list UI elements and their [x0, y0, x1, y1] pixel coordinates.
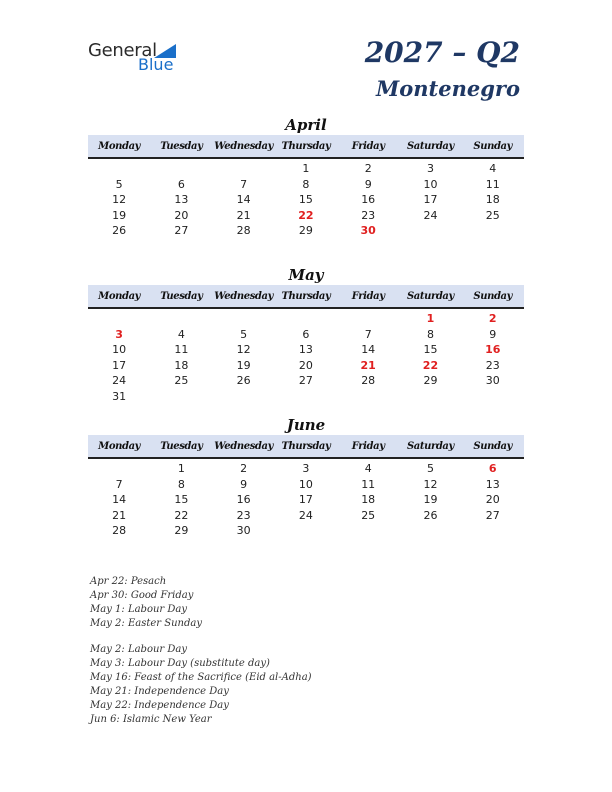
holiday-note: May 3: Labour Day (substitute day): [90, 658, 270, 669]
day-cell: 3: [302, 462, 310, 476]
day-cell: 20: [174, 208, 189, 222]
holiday-notes-group-1: [90, 575, 202, 631]
week-row: [88, 508, 524, 524]
weekday-label: Thursday: [281, 290, 331, 302]
weekday-header-row: [88, 135, 524, 159]
weekday-label: Monday: [98, 140, 141, 152]
day-cell: 17: [112, 358, 127, 372]
day-cell: 23: [361, 208, 376, 222]
holiday-note: May 2: Labour Day: [90, 644, 187, 655]
day-cell: 26: [236, 374, 251, 388]
weekday-label: Sunday: [473, 140, 513, 152]
day-cell: 30: [485, 374, 500, 388]
month-june: [88, 415, 524, 539]
day-cell: 15: [298, 193, 313, 207]
day-cell: 9: [489, 327, 497, 341]
week-row: [88, 373, 524, 389]
day-cell: 11: [174, 343, 189, 357]
day-cell: 27: [298, 374, 313, 388]
day-cell: 13: [174, 193, 189, 207]
day-cell: 6: [177, 177, 185, 191]
logo: [88, 40, 188, 76]
week-row: [88, 389, 524, 405]
day-cell: 21: [360, 358, 376, 372]
weekday-label: Friday: [351, 140, 385, 152]
weekday-label: Sunday: [473, 440, 513, 452]
holiday-note: May 16: Feast of the Sacrifice (Eid al-Adha): [90, 672, 312, 683]
holiday-note: May 21: Independence Day: [90, 686, 229, 697]
week-row: [88, 461, 524, 477]
day-cell: 24: [298, 508, 313, 522]
logo-general-text: General: [88, 40, 157, 61]
weekday-header-row: [88, 285, 524, 309]
weekday-label: Thursday: [281, 140, 331, 152]
day-cell: 19: [236, 358, 251, 372]
day-cell: 29: [298, 224, 313, 238]
day-cell: 8: [177, 477, 185, 491]
week-row: [88, 223, 524, 239]
day-cell: 17: [298, 493, 313, 507]
week-row: [88, 523, 524, 539]
week-row: [88, 492, 524, 508]
week-row: [88, 477, 524, 493]
day-cell: 12: [423, 477, 438, 491]
day-cell: 2: [240, 462, 248, 476]
day-cell: 23: [485, 358, 500, 372]
day-cell: 22: [174, 508, 189, 522]
day-cell: 8: [426, 327, 434, 341]
day-cell: 18: [485, 193, 500, 207]
day-cell: 9: [240, 477, 248, 491]
day-cell: 26: [423, 508, 438, 522]
holiday-notes-group-2: [90, 643, 312, 727]
week-row: [88, 161, 524, 177]
day-cell: 21: [112, 508, 127, 522]
day-cell: 25: [361, 508, 376, 522]
day-cell: 31: [112, 389, 127, 403]
day-cell: 15: [174, 493, 189, 507]
weekday-label: Friday: [351, 290, 385, 302]
week-row: [88, 208, 524, 224]
holiday-note: May 2: Easter Sunday: [90, 618, 202, 629]
day-cell: 25: [174, 374, 189, 388]
holiday-note: Jun 6: Islamic New Year: [90, 714, 212, 725]
day-cell: 30: [360, 224, 376, 238]
day-cell: 19: [112, 208, 127, 222]
day-cell: 5: [240, 327, 248, 341]
day-cell: 21: [236, 208, 251, 222]
day-cell: 3: [115, 327, 123, 341]
day-cell: 7: [115, 477, 123, 491]
day-cell: 1: [177, 462, 185, 476]
holiday-note: May 22: Independence Day: [90, 700, 229, 711]
weekday-label: Wednesday: [214, 440, 274, 452]
day-cell: 10: [112, 343, 127, 357]
day-cell: 12: [112, 193, 127, 207]
weekday-header-row: [88, 435, 524, 459]
week-row: [88, 192, 524, 208]
day-cell: 7: [240, 177, 248, 191]
day-cell: 4: [177, 327, 185, 341]
day-cell: 11: [361, 477, 376, 491]
day-cell: 20: [298, 358, 313, 372]
logo-blue-text: Blue: [138, 55, 174, 74]
day-cell: 11: [485, 177, 500, 191]
day-cell: 9: [364, 177, 372, 191]
weekday-label: Tuesday: [160, 290, 203, 302]
day-cell: 29: [174, 524, 189, 538]
weekday-label: Wednesday: [214, 290, 274, 302]
day-cell: 20: [485, 493, 500, 507]
holiday-note: Apr 22: Pesach: [90, 576, 167, 587]
day-cell: 4: [489, 162, 497, 176]
day-cell: 15: [423, 343, 438, 357]
weekday-label: Sunday: [473, 290, 513, 302]
month-april: [88, 115, 524, 239]
week-row: [88, 327, 524, 343]
day-cell: 7: [364, 327, 372, 341]
day-cell: 28: [112, 524, 127, 538]
month-name: June: [286, 416, 326, 434]
week-row: [88, 342, 524, 358]
day-cell: 28: [236, 224, 251, 238]
weekday-label: Wednesday: [214, 140, 274, 152]
day-cell: 3: [426, 162, 434, 176]
page-subtitle: Montenegro: [376, 76, 520, 101]
day-cell: 24: [112, 374, 127, 388]
day-cell: 16: [485, 343, 501, 357]
day-cell: 8: [302, 177, 310, 191]
day-cell: 6: [302, 327, 310, 341]
day-cell: 10: [423, 177, 438, 191]
day-cell: 23: [236, 508, 251, 522]
holiday-note: Apr 30: Good Friday: [90, 590, 194, 601]
weekday-label: Thursday: [281, 440, 331, 452]
day-cell: 5: [115, 177, 123, 191]
month-name: April: [285, 116, 327, 134]
weekday-label: Monday: [98, 290, 141, 302]
weekday-label: Friday: [351, 440, 385, 452]
day-cell: 30: [236, 524, 251, 538]
weekday-label: Saturday: [406, 290, 454, 302]
day-cell: 13: [485, 477, 500, 491]
weekday-label: Tuesday: [160, 140, 203, 152]
month-may: [88, 265, 524, 404]
day-cell: 27: [485, 508, 500, 522]
day-cell: 2: [488, 312, 497, 326]
day-cell: 14: [361, 343, 376, 357]
day-cell: 4: [364, 462, 372, 476]
day-cell: 24: [423, 208, 438, 222]
day-cell: 28: [361, 374, 376, 388]
day-cell: 5: [426, 462, 434, 476]
day-cell: 6: [488, 462, 497, 476]
day-cell: 26: [112, 224, 127, 238]
day-cell: 29: [423, 374, 438, 388]
weekday-label: Monday: [98, 440, 141, 452]
day-cell: 2: [364, 162, 372, 176]
day-cell: 16: [236, 493, 251, 507]
day-cell: 18: [361, 493, 376, 507]
day-cell: 16: [361, 193, 376, 207]
month-name: May: [288, 266, 324, 284]
holiday-note: May 1: Labour Day: [90, 604, 187, 615]
day-cell: 1: [302, 162, 310, 176]
day-cell: 22: [298, 208, 314, 222]
week-row: [88, 311, 524, 327]
day-cell: 13: [298, 343, 313, 357]
week-row: [88, 358, 524, 374]
day-cell: 10: [298, 477, 313, 491]
day-cell: 1: [426, 312, 435, 326]
day-cell: 14: [236, 193, 251, 207]
day-cell: 19: [423, 493, 438, 507]
page-title: 2027 – Q2: [364, 36, 520, 69]
day-cell: 12: [236, 343, 251, 357]
day-cell: 18: [174, 358, 189, 372]
day-cell: 25: [485, 208, 500, 222]
day-cell: 27: [174, 224, 189, 238]
day-cell: 14: [112, 493, 127, 507]
week-row: [88, 177, 524, 193]
day-cell: 17: [423, 193, 438, 207]
day-cell: 22: [422, 358, 439, 372]
weekday-label: Saturday: [406, 140, 454, 152]
weekday-label: Saturday: [406, 440, 454, 452]
weekday-label: Tuesday: [160, 440, 203, 452]
